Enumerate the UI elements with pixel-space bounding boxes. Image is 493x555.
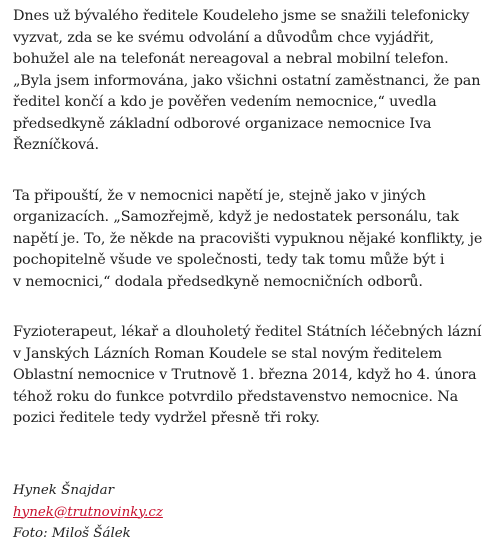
author-email-line — [13, 502, 483, 524]
article-paragraph-3: Fyzioterapeut, lékař a dlouholetý ředitel Státních léčebných lázní v Janských Lázních Roman Koudele se stal novým ředitelem Oblastní nemocnice v Trutnově 1. března 2014, když ho 4. února téhož roku do funkce potvrdilo představenstvo nemocnice. Na pozici ředitele tedy vydržel přesně tři roky. — [13, 324, 482, 426]
photo-credit: Foto: Miloš Šálek — [13, 526, 131, 541]
article-paragraph-2: Ta připouští, že v nemocnici napětí je, stejně jako v jiných organizacích. „Samozřejmě, když je nedostatek personálu, tak napětí je. To, že někde na pracovišti vypuknou nějaké konflikty, je pochopitelně všude ve společnosti, tedy tak tomu může být i v nemocnici,“ dodala předsedkyně nemocničních odborů. — [13, 187, 483, 290]
article-byline — [13, 480, 483, 545]
author-name: Hynek Šnajdar — [13, 483, 115, 498]
article-body — [13, 6, 489, 459]
article-paragraph-1: Dnes už bývalého ředitele Koudeleho jsme se snažili telefonicky vyzvat, zda se ke svému odvolání a důvodům chce vyjádřit, bohužel ale na telefonát nereagoval a nebral mobilní telefon. „Byla jsem informována, jako všichni ostatní zaměstnanci, že pan ředitel končí a kdo je pověřen vedením nemocnice,“ uvedla předsedkyně základní odborové organizace nemocnice Iva Řezníčková. — [13, 8, 481, 153]
author-email-link[interactable]: hynek@trutnovinky.cz — [13, 504, 163, 520]
